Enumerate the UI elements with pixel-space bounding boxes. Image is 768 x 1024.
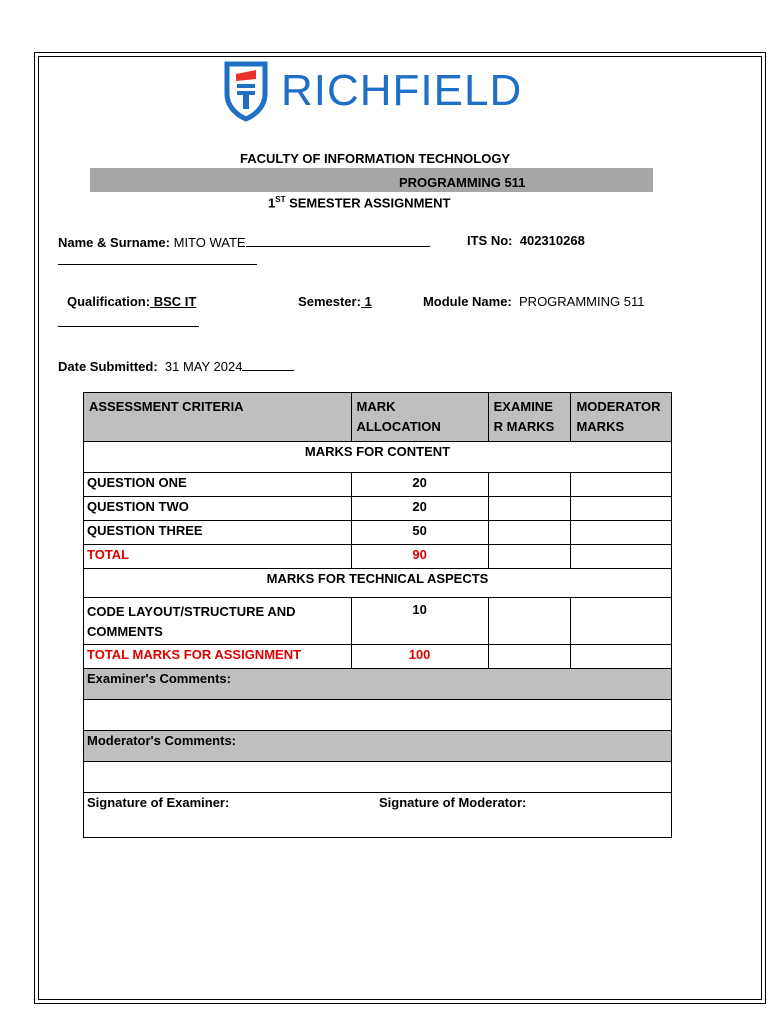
moderator-comments-header — [84, 731, 672, 762]
module-bar — [90, 168, 653, 192]
header-mark-allocation: MARK ALLOCATION — [351, 393, 488, 442]
semester-number: 1 — [268, 195, 276, 211]
grand-total-marks: 100 — [351, 645, 488, 669]
name-label: Name & Surname: — [58, 235, 170, 250]
table-row — [84, 521, 672, 545]
row-marks: 20 — [351, 473, 488, 497]
qualification-row — [67, 294, 644, 309]
row-label: QUESTION TWO — [84, 497, 352, 521]
row-marks: 50 — [351, 521, 488, 545]
examiner-cell[interactable] — [488, 473, 571, 497]
section-row — [84, 442, 672, 473]
date-label: Date Submitted: — [58, 359, 158, 374]
faculty-title: FACULTY OF INFORMATION TECHNOLOGY — [240, 151, 511, 166]
assessment-table — [83, 392, 672, 838]
grand-total-label: TOTAL MARKS FOR ASSIGNMENT — [84, 645, 352, 669]
semester-title-text: SEMESTER ASSIGNMENT — [285, 195, 451, 211]
row-label: QUESTION ONE — [84, 473, 352, 497]
grand-total-row — [84, 645, 672, 669]
name-field — [58, 233, 430, 250]
module-value: PROGRAMMING 511 — [519, 294, 645, 309]
examiner-cell[interactable] — [488, 598, 571, 645]
section-technical: MARKS FOR TECHNICAL ASPECTS — [84, 569, 672, 598]
its-label: ITS No: — [467, 233, 513, 248]
examiner-cell[interactable] — [488, 521, 571, 545]
total-label: TOTAL — [84, 545, 352, 569]
examiner-cell[interactable] — [488, 545, 571, 569]
brand-name: RICHFIELD — [281, 66, 523, 115]
shield-icon — [223, 60, 269, 122]
moderator-comments-label: Moderator's Comments: — [84, 731, 672, 762]
header-criteria: ASSESSMENT CRITERIA — [84, 393, 352, 442]
examiner-comments-label: Examiner's Comments: — [84, 669, 672, 700]
table-header-row — [84, 393, 672, 442]
examiner-comments-row — [84, 700, 672, 731]
signature-examiner-label: Signature of Examiner: — [87, 795, 230, 810]
moderator-comments-row — [84, 762, 672, 793]
examiner-comments-field[interactable] — [84, 700, 672, 731]
moderator-cell[interactable] — [571, 545, 672, 569]
table-row — [84, 497, 672, 521]
semester-label: Semester: — [298, 294, 361, 309]
total-marks: 90 — [351, 545, 488, 569]
name-continuation-line — [58, 264, 257, 265]
signature-row — [84, 793, 672, 838]
module-label: Module Name: — [422, 294, 512, 309]
table-row — [84, 598, 672, 645]
table-row — [84, 473, 672, 497]
signature-moderator-label: Signature of Moderator: — [379, 795, 527, 810]
row-marks: 10 — [351, 598, 488, 645]
richfield-logo — [223, 56, 523, 126]
section-content: MARKS FOR CONTENT — [84, 442, 672, 473]
header-examiner-marks: EXAMINE R MARKS — [488, 393, 571, 442]
examiner-cell[interactable] — [488, 497, 571, 521]
moderator-comments-field[interactable] — [84, 762, 672, 793]
moderator-cell[interactable] — [571, 645, 672, 669]
name-underline — [246, 233, 430, 247]
row-marks: 20 — [351, 497, 488, 521]
moderator-cell[interactable] — [571, 497, 672, 521]
row-label: CODE LAYOUT/STRUCTURE AND COMMENTS — [84, 598, 352, 645]
moderator-cell[interactable] — [571, 473, 672, 497]
its-field — [467, 233, 585, 248]
module-bar-title: PROGRAMMING 511 — [399, 175, 526, 190]
date-field — [58, 357, 294, 374]
date-underline — [242, 357, 294, 371]
section-row — [84, 569, 672, 598]
qualification-value: BSC IT — [153, 294, 197, 309]
its-value: 402310268 — [519, 233, 585, 248]
moderator-cell[interactable] — [571, 598, 672, 645]
moderator-cell[interactable] — [571, 521, 672, 545]
signature-cell[interactable] — [84, 793, 672, 838]
qualification-continuation-line — [58, 326, 199, 327]
row-label: QUESTION THREE — [84, 521, 352, 545]
date-value: 31 MAY 2024 — [164, 359, 243, 374]
qualification-label: Qualification: — [67, 294, 151, 309]
semester-assignment-title — [268, 195, 450, 210]
examiner-comments-header — [84, 669, 672, 700]
total-row — [84, 545, 672, 569]
header-moderator-marks: MODERATOR MARKS — [571, 393, 672, 442]
examiner-cell[interactable] — [488, 645, 571, 669]
name-value: MITO WATE — [173, 235, 246, 250]
semester-superscript: ST — [275, 195, 286, 204]
semester-value: 1 — [364, 294, 372, 309]
